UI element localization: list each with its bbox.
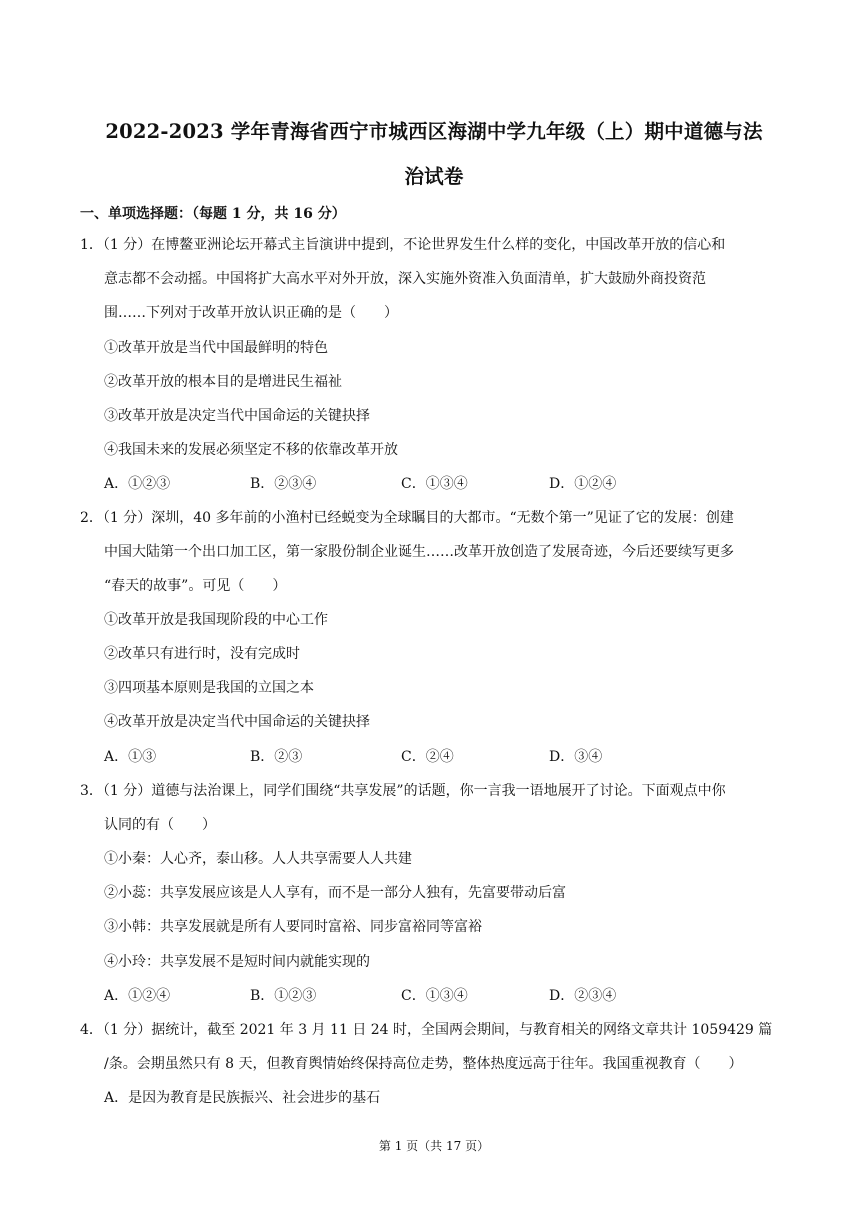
answer-option-c: C．①③④	[401, 476, 468, 492]
question-stem-line: 中国大陆第一个出口加工区，第一家股份制企业诞生……改革开放创造了发展奇迹，今后还要续写更多	[104, 544, 734, 560]
statement-item: ②小蕊：共享发展应该是人人享有，而不是一部分人独有，先富要带动后富	[104, 885, 566, 901]
question-stem-line: 2．（1 分）深圳，40 多年前的小渔村已经蜕变为全球瞩目的大都市。“无数个第一”见证了它的发展：创建	[80, 510, 734, 526]
answer-option-d: D．①②④	[549, 476, 617, 492]
question-stem-line: 围……下列对于改革开放认识正确的是（ ）	[104, 305, 398, 321]
statement-item: ②改革开放的根本目的是增进民生福祉	[104, 374, 342, 390]
exam-title-line-1: 2022-2023 学年青海省西宁市城西区海湖中学九年级（上）期中道德与法	[105, 120, 763, 143]
question-stem-line: 1．（1 分）在博鳌亚洲论坛开幕式主旨演讲中提到，不论世界发生什么样的变化，中国改革开放的信心和	[80, 237, 726, 253]
answer-option-b: B．①②③	[250, 988, 317, 1004]
answer-option-a: A．是因为教育是民族振兴、社会进步的基石	[104, 1090, 381, 1106]
statement-item: ③改革开放是决定当代中国命运的关键抉择	[104, 408, 370, 424]
answer-option-d: D．②③④	[549, 988, 617, 1004]
question-stem-line: 3．（1 分）道德与法治课上，同学们围绕“共享发展”的话题，你一言我一语地展开了讨论。下面观点中你	[80, 783, 726, 799]
statement-item: ③小韩：共享发展就是所有人要同时富裕、同步富裕同等富裕	[104, 919, 482, 935]
page-footer: 第 1 页（共 17 页）	[378, 1139, 490, 1153]
answer-option-a: A．①②④	[104, 988, 171, 1004]
question-stem-line: 意志都不会动摇。中国将扩大高水平对外开放，深入实施外资准入负面清单，扩大鼓励外商投资范	[104, 271, 706, 287]
question-stem-line: 认同的有（ ）	[104, 817, 216, 833]
statement-item: ①小秦：人心齐，泰山移。人人共享需要人人共建	[104, 851, 412, 867]
statement-item: ①改革开放是我国现阶段的中心工作	[104, 612, 328, 628]
question-stem-line: “春天的故事”。可见（ ）	[104, 578, 287, 594]
statement-item: ④小玲：共享发展不是短时间内就能实现的	[104, 954, 370, 970]
question-stem-line: /条。会期虽然只有 8 天，但教育舆情始终保持高位走势，整体热度远高于往年。我国重视教育（ ）	[104, 1056, 743, 1072]
answer-option-a: A．①③	[104, 749, 157, 765]
statement-item: ①改革开放是当代中国最鲜明的特色	[104, 340, 328, 356]
answer-option-b: B．②③	[250, 749, 303, 765]
statement-item: ②改革只有进行时，没有完成时	[104, 646, 300, 662]
statement-item: ③四项基本原则是我国的立国之本	[104, 680, 314, 696]
question-stem-line: 4．（1 分）据统计，截至 2021 年 3 月 11 日 24 时，全国两会期间，与教育相关的网络文章共计 1059429 篇	[80, 1022, 773, 1038]
section-heading: 一、单项选择题：（每题 1 分，共 16 分）	[80, 206, 346, 222]
statement-item: ④我国未来的发展必须坚定不移的依靠改革开放	[104, 442, 398, 458]
answer-option-d: D．③④	[549, 749, 603, 765]
statement-item: ④改革开放是决定当代中国命运的关键抉择	[104, 714, 370, 730]
answer-option-c: C．①③④	[401, 988, 468, 1004]
exam-title-line-2: 治试卷	[404, 165, 464, 188]
answer-option-b: B．②③④	[250, 476, 317, 492]
answer-option-a: A．①②③	[104, 476, 171, 492]
answer-option-c: C．②④	[401, 749, 454, 765]
